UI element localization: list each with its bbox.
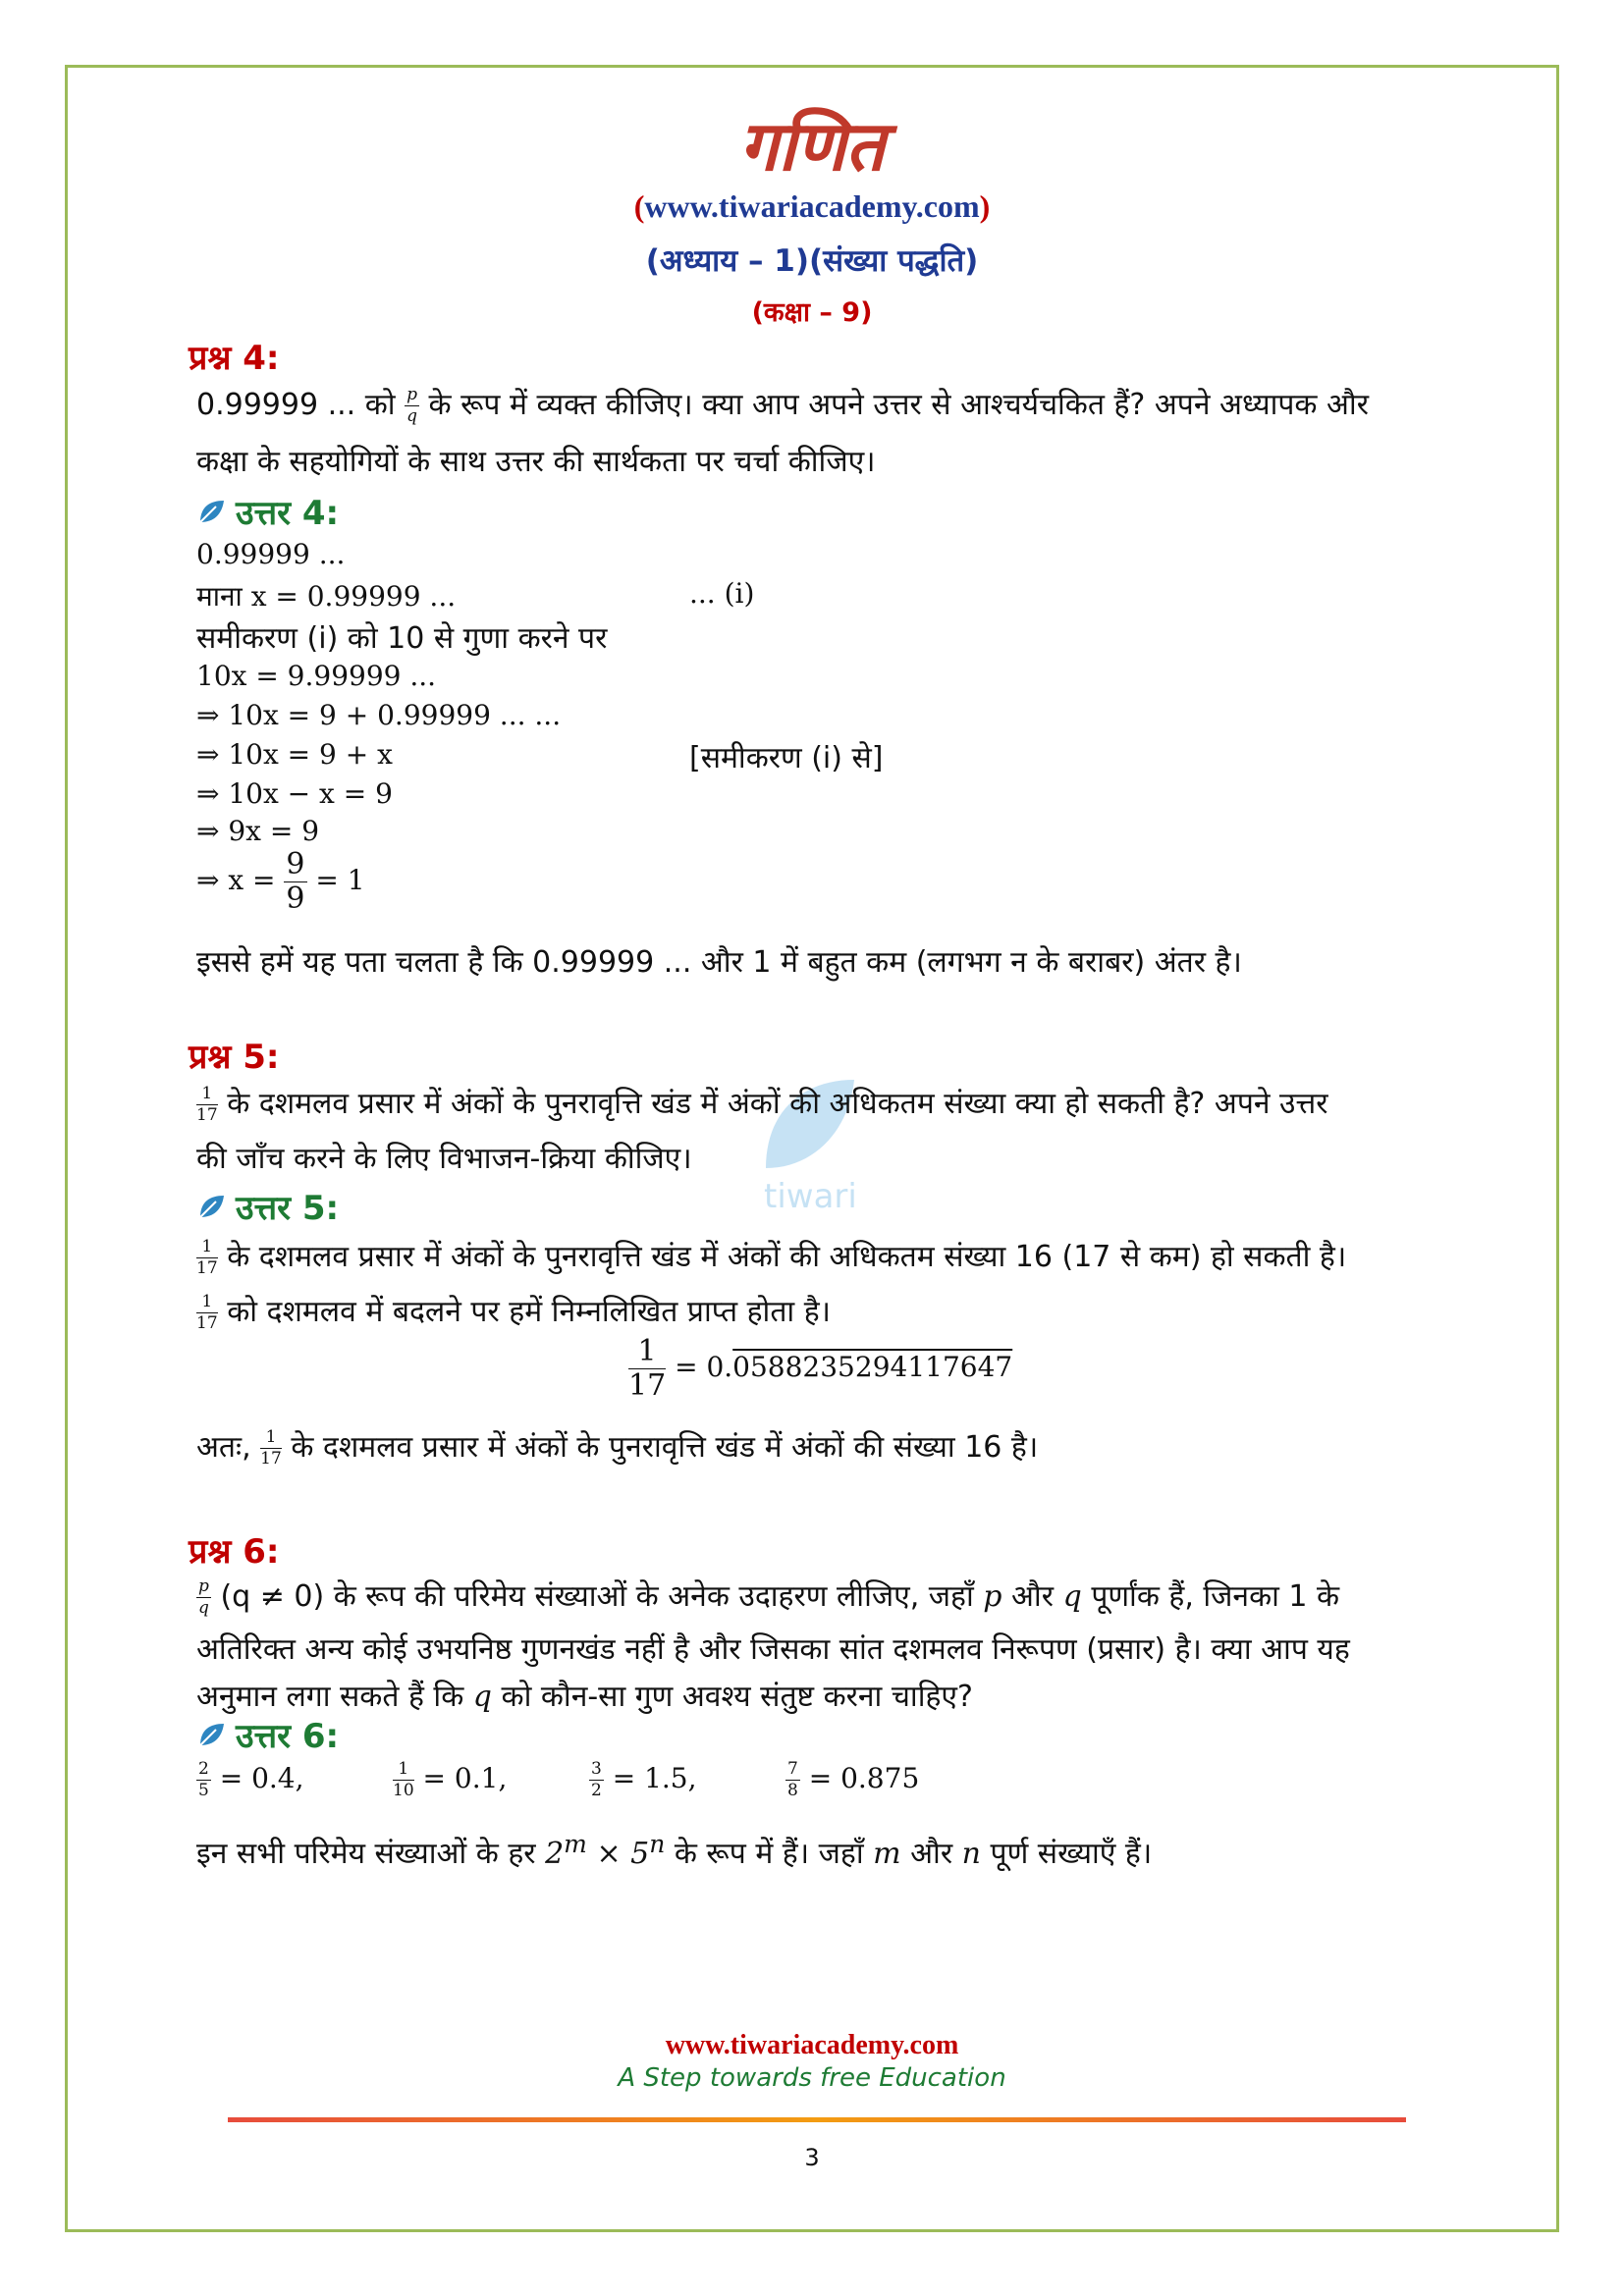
q6-text-b: पूर्णांक हैं, जिनका 1 के [1091,1579,1340,1614]
base-2: 2 [545,1837,565,1871]
paren-close: ) [979,188,991,224]
var-m: m [873,1837,901,1871]
frac-numerator: 1 [393,1761,414,1781]
frac-denominator: 17 [196,1105,218,1125]
frac-numerator: 1 [196,1294,218,1313]
q6-text-c: अनुमान लगा सकते हैं कि [196,1680,464,1714]
a4-line-2-ref: ... (i) [689,577,755,610]
frac-denominator: q [406,406,417,426]
frac-numerator: p [406,385,417,404]
a4-line-1: 0.99999 ... [196,538,346,570]
frac-denominator: 2 [591,1781,602,1800]
fraction-p-q [196,1578,211,1617]
equals-zero: = 0. [675,1351,733,1383]
page-title: गणित [738,105,886,187]
frac-denominator: 17 [196,1258,218,1278]
a6-example-4 [785,1761,919,1799]
times-5: × 5 [596,1837,650,1871]
q6-and: और [1011,1579,1055,1614]
class-label: (कक्षा – 9) [751,297,873,328]
var-n: n [961,1837,981,1871]
frac-denominator: 17 [628,1368,667,1403]
chapter-title: (अध्याय – 1)(संख्या पद्धति) [645,243,979,279]
example-value: = 1.5, [612,1762,697,1794]
answer-6-heading: उत्तर 6: [236,1717,340,1756]
repeating-digits: 0588235294117647 [732,1351,1013,1383]
a6-final-b: के रूप में हैं। जहाँ [674,1837,864,1871]
frac-numerator: p [198,1576,209,1596]
a5-text-2: को दशमलव में बदलने पर हमें निम्नलिखित प्राप्त होता है। [227,1295,832,1329]
fraction-1-17-large [628,1334,667,1403]
q5-text: के दशमलव प्रसार में अंकों के पुनरावृत्ति खंड में अंकों की अधिकतम संख्या क्या हो सकती है? अपने उत्तर [227,1087,1328,1121]
a6-final-a: इन सभी परिमेय संख्याओं के हर [196,1837,536,1871]
question-6-line-3 [196,1675,973,1715]
fraction-example [589,1761,604,1799]
question-5-line-1 [196,1082,1327,1124]
a5-equation [628,1334,1013,1403]
a6-and: और [910,1837,953,1871]
answer-4-heading: उत्तर 4: [236,494,340,533]
exp-m: m [564,1830,587,1858]
a5-final-a: अतः, [196,1430,251,1465]
question-5-heading: प्रश्न 5: [189,1038,280,1077]
frac-numerator: 7 [787,1759,798,1779]
header-site-link[interactable]: www.tiwariacademy.com [644,188,980,224]
fraction-example [785,1761,800,1799]
question-6-heading: प्रश्न 6: [189,1532,280,1572]
a4-line-8: ⇒ 9x = 9 [196,815,320,847]
a6-conclusion [196,1830,1152,1872]
frac-numerator: 1 [196,1086,218,1105]
footer-tagline: A Step towards free Education [618,2063,1006,2093]
a5-line-2 [196,1290,831,1332]
var-q: q [472,1680,492,1714]
a5-final-b: के दशमलव प्रसार में अंकों के पुनरावृत्ति खंड में अंकों की संख्या 16 है। [291,1430,1039,1465]
a4-line-5: ⇒ 10x = 9 + 0.99999 ... ... [196,699,562,731]
q6-text-a: (q ≠ 0) के रूप की परिमेय संख्याओं के अनेक उदाहरण लीजिए, जहाँ [220,1579,974,1614]
a6-final-c: पूर्ण संख्याएँ हैं। [990,1837,1153,1871]
header-site [0,188,1624,225]
a4-line-6: ⇒ 10x = 9 + x [196,738,393,771]
a5-text-1: के दशमलव प्रसार में अंकों के पुनरावृत्ति खंड में अंकों की अधिकतम संख्या 16 (17 से कम) हो सकती है। [227,1240,1347,1274]
leaf-icon [196,1720,226,1749]
a4-line-4: 10x = 9.99999 ... [196,660,437,692]
question-5-line-2: की जाँच करने के लिए विभाजन-क्रिया कीजिए। [196,1142,692,1176]
fraction-9-9 [284,847,306,916]
frac-denominator: 17 [260,1449,282,1468]
page-number: 3 [804,2144,820,2171]
frac-numerator: 1 [260,1429,282,1449]
question-6-line-1 [196,1575,1339,1617]
frac-numerator: 9 [286,847,305,881]
question-4-line-2: कक्षा के सहयोगियों के साथ उत्तर की सार्थकता पर चर्चा कीजिए। [196,445,876,479]
question-6-line-2: अतिरिक्त अन्य कोई उभयनिष्ठ गुणनखंड नहीं है और जिसका सांत दशमलव निरूपण (प्रसार) है। क्या आप यह [196,1632,1350,1667]
fraction-1-17 [196,1086,218,1124]
frac-numerator: 1 [196,1239,218,1258]
frac-denominator: 8 [787,1781,798,1800]
a4-conclusion: इससे हमें यह पता चलता है कि 0.99999 ... और 1 में बहुत कम (लगभग न के बराबर) अंतर है। [196,945,1242,980]
q4-text-a: 0.99999 ... को [196,388,396,422]
power-expression [545,1830,666,1871]
frac-denominator: 17 [196,1313,218,1333]
a4-line-2: माना x = 0.99999 ... [196,580,457,613]
fraction-example [393,1761,414,1799]
q6-text-d: को कौन-सा गुण अवश्य संतुष्ट करना चाहिए? [501,1680,973,1714]
frac-denominator: q [198,1598,209,1618]
answer-5-heading: उत्तर 5: [236,1189,340,1228]
a4-line-3: समीकरण (i) को 10 से गुणा करने पर [196,621,608,656]
fraction-p-q [405,387,419,425]
footer-site-link[interactable]: www.tiwariacademy.com [665,2030,959,2060]
paren-open: ( [633,188,645,224]
a4-line-6-ref: [समीकरण (i) से] [689,741,884,775]
a4-l9-rhs: = 1 [315,864,365,896]
a6-example-3 [589,1761,697,1799]
leaf-icon [196,1192,226,1221]
q4-text-b: के रूप में व्यक्त कीजिए। क्या आप अपने उत्तर से आश्चर्यचकित हैं? अपने अध्यापक और [428,388,1369,422]
frac-denominator: 9 [286,881,305,916]
var-q: q [1062,1579,1082,1614]
a5-conclusion [196,1425,1038,1468]
watermark-text: tiwari [764,1177,857,1216]
example-value: = 0.1, [422,1762,508,1794]
fraction-1-17 [260,1429,282,1468]
a5-line-1 [196,1235,1346,1277]
question-4-line-1 [196,383,1369,425]
frac-denominator: 5 [198,1781,209,1800]
var-p: p [983,1579,1002,1614]
exp-n: n [649,1830,666,1858]
question-4-heading: प्रश्न 4: [189,339,280,378]
fraction-example [196,1761,211,1799]
frac-numerator: 1 [628,1337,666,1369]
a6-example-2 [393,1761,507,1799]
a6-example-1 [196,1761,304,1799]
fraction-1-17 [196,1239,218,1277]
frac-denominator: 10 [393,1781,414,1800]
example-value: = 0.875 [808,1762,920,1794]
a4-line-9 [196,847,365,916]
fraction-1-17 [196,1294,218,1332]
leaf-icon [196,497,226,526]
footer-divider [228,2117,1406,2122]
frac-numerator: 3 [591,1759,602,1779]
a4-line-7: ⇒ 10x − x = 9 [196,777,393,810]
example-value: = 0.4, [219,1762,304,1794]
frac-numerator: 2 [198,1759,209,1779]
a4-l9-lhs: ⇒ x = [196,864,276,896]
